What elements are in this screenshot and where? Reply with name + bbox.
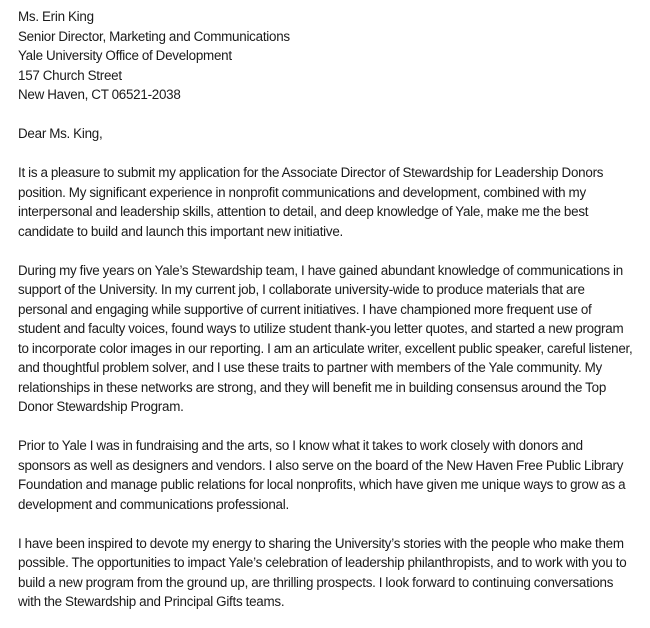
recipient-address-block — [18, 7, 650, 105]
paragraph-background: Prior to Yale I was in fundraising and the arts, so I know what it takes to work closely with donors and sponsors as well as designers and vendors. I also serve on the board of the New Haven Free Public Library Foundation and manage public relations for local nonprofits, which have given me unique ways to grow as a development and communications professional. — [18, 438, 626, 512]
recipient-street: 157 Church Street — [18, 67, 122, 83]
cover-letter — [18, 7, 650, 612]
recipient-title: Senior Director, Marketing and Communications — [18, 28, 290, 44]
recipient-organization: Yale University Office of Development — [18, 48, 232, 63]
paragraph-closing: I have been inspired to devote my energy to sharing the University’s stories with the people who make them possible. The opportunities to impact Yale’s celebration of leadership philanthropists, and to work with you to build a new program from the ground up, are thrilling prospects. I look forward to continuing conversations with the Stewardship and Principal Gifts teams. — [18, 535, 627, 609]
paragraph-experience: During my five years on Yale’s Stewardship team, I have gained abundant knowledge of communications in support of the University. In my current job, I collaborate university-wide to produce materials that are personal and engaging while supportive of current initiatives. I have championed more frequent use of student and faculty voices, found ways to utilize student thank-you letter quotes, and started a new program to incorporate color images in our reporting. I am an articulate writer, excellent public speaker, careful listener, and thoughtful problem solver, and I use these traits to partner with members of the Yale community. My relationships in these networks are strong, and they will benefit me in building consensus around the Top Donor Stewardship Program. — [18, 262, 633, 414]
recipient-city-state-zip: New Haven, CT 06521-2038 — [18, 87, 181, 102]
recipient-name: Ms. Erin King — [18, 9, 94, 24]
paragraph-intro: It is a pleasure to submit my application for the Associate Director of Stewardship for Leadership Donors position. My significant experience in nonprofit communications and development, combined with my interpersonal and leadership skills, attention to detail, and deep knowledge of Yale, make me the best candidate to build and launch this important new initiative. — [18, 165, 604, 239]
salutation: Dear Ms. King, — [18, 126, 103, 141]
